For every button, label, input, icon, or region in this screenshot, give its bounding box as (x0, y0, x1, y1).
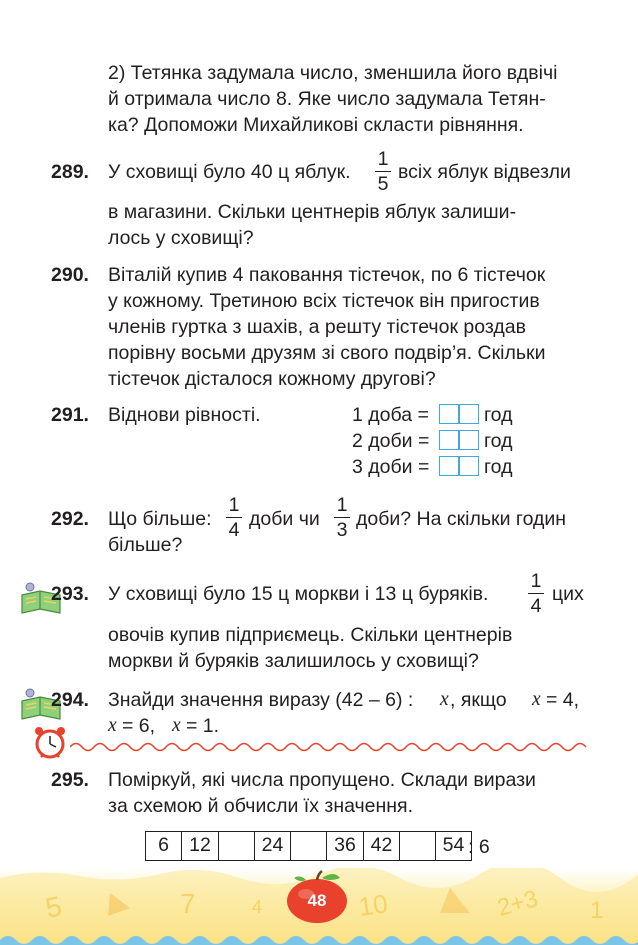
fraction-numerator: 1 (334, 494, 350, 518)
answer-box[interactable] (439, 430, 479, 450)
problem-number: 290. (51, 264, 89, 286)
text-line: більше? (108, 534, 183, 556)
variable-x: x (532, 689, 541, 710)
text-line: Поміркуй, які числа пропущено. Склади вирази (108, 769, 536, 791)
problem-number: 295. (51, 769, 89, 791)
fraction-denominator: 4 (530, 595, 542, 617)
text-line: порівну восьми друзям зі свого подвір’я. Скільки (108, 342, 546, 364)
fraction-numerator: 1 (226, 494, 242, 518)
sequence-cell: 6 (145, 831, 181, 861)
text-line: лось у сховищі? (108, 227, 254, 249)
answer-box[interactable] (439, 456, 479, 476)
text-line: цих (552, 583, 584, 605)
sequence-cell[interactable] (290, 831, 326, 861)
text-line: моркви й буряків залишилось у сховищі? (108, 650, 479, 672)
fraction-denominator: 3 (336, 519, 348, 541)
wave-divider (70, 740, 590, 754)
sequence-cell[interactable] (399, 831, 435, 861)
svg-text:2+3: 2+3 (494, 885, 541, 922)
variable-x: x (172, 715, 181, 736)
problem-number: 291. (51, 404, 89, 426)
text-line: 2) Тетянка задумала число, зменшила його вдвічі (108, 62, 558, 84)
text-line: ка? Допоможи Михайликові скласти рівняння. (108, 114, 524, 136)
text-line: в магазини. Скільки центнерів яблук залиши- (108, 201, 517, 223)
text-line: тістечок дісталося кожному другові? (108, 368, 436, 390)
text-line: всіх яблук відвезли (398, 161, 571, 183)
sequence-cell: 36 (326, 831, 363, 861)
text-line: членів гуртка з шахів, а решту тістечок роздав (108, 316, 526, 338)
text-line: У сховищі було 40 ц яблук. (108, 161, 351, 183)
fraction (226, 494, 242, 541)
fraction (375, 148, 391, 195)
equation-unit: год (484, 456, 513, 478)
text-line: Віднови рівності. (108, 404, 261, 426)
text-line: овочів купив підприємець. Скільки центнерів (108, 624, 513, 646)
problem-number: 294. (51, 689, 89, 711)
page-number: 48 (307, 891, 327, 910)
fraction-denominator: 5 (377, 173, 389, 195)
equation-unit: год (484, 404, 513, 426)
sequence-cell: 42 (363, 831, 399, 861)
problem-number: 292. (51, 508, 89, 530)
svg-text:10: 10 (356, 888, 390, 922)
fraction (334, 494, 350, 541)
equation-left: 2 доби = (352, 430, 430, 452)
text-line: , якщо (450, 689, 507, 711)
fraction-numerator: 1 (375, 148, 391, 172)
sequence-cell: 12 (181, 831, 218, 861)
fraction-numerator: 1 (528, 570, 544, 594)
divisor: : 6 (468, 836, 490, 858)
text-line: Що більше: (108, 508, 212, 530)
number-sequence (145, 831, 472, 861)
svg-text:7: 7 (180, 888, 196, 919)
text-line: доби? На скільки годин (356, 508, 567, 530)
text-line: доби чи (249, 508, 320, 530)
text-line: У сховищі було 15 ц моркви і 13 ц буряків. (108, 583, 489, 605)
text-line: = 4, (546, 689, 580, 711)
fraction-denominator: 4 (228, 519, 240, 541)
equation-unit: год (484, 430, 513, 452)
variable-x: x (108, 715, 117, 736)
text-line: Знайди значення виразу (42 – 6) : (108, 689, 414, 711)
alarm-clock-icon (32, 724, 68, 760)
text-line: й отримала число 8. Яке число задумала Тетян- (108, 88, 546, 110)
variable-x: x (440, 689, 449, 710)
problem-number: 289. (51, 161, 89, 183)
svg-text:4: 4 (252, 897, 263, 917)
equation-left: 1 доба = (352, 404, 429, 426)
text-line: Віталій купив 4 паковання тістечок, по 6 тістечок (108, 264, 546, 286)
fraction (528, 570, 544, 617)
equation-left: 3 доби = (352, 456, 430, 478)
answer-box[interactable] (439, 404, 479, 424)
text-line: = 1. (186, 715, 220, 737)
text-line: у кожному. Третиною всіх тістечок він пригостив (108, 290, 540, 312)
sequence-cell: 24 (254, 831, 290, 861)
svg-text:5: 5 (42, 890, 65, 924)
sequence-cell[interactable] (218, 831, 254, 861)
svg-text:1: 1 (590, 897, 604, 924)
text-line: = 6, (122, 715, 156, 737)
sequence-cell: 54 (435, 831, 472, 861)
problem-number: 293. (51, 583, 89, 605)
text-line: за схемою й обчисли їх значення. (108, 795, 414, 817)
